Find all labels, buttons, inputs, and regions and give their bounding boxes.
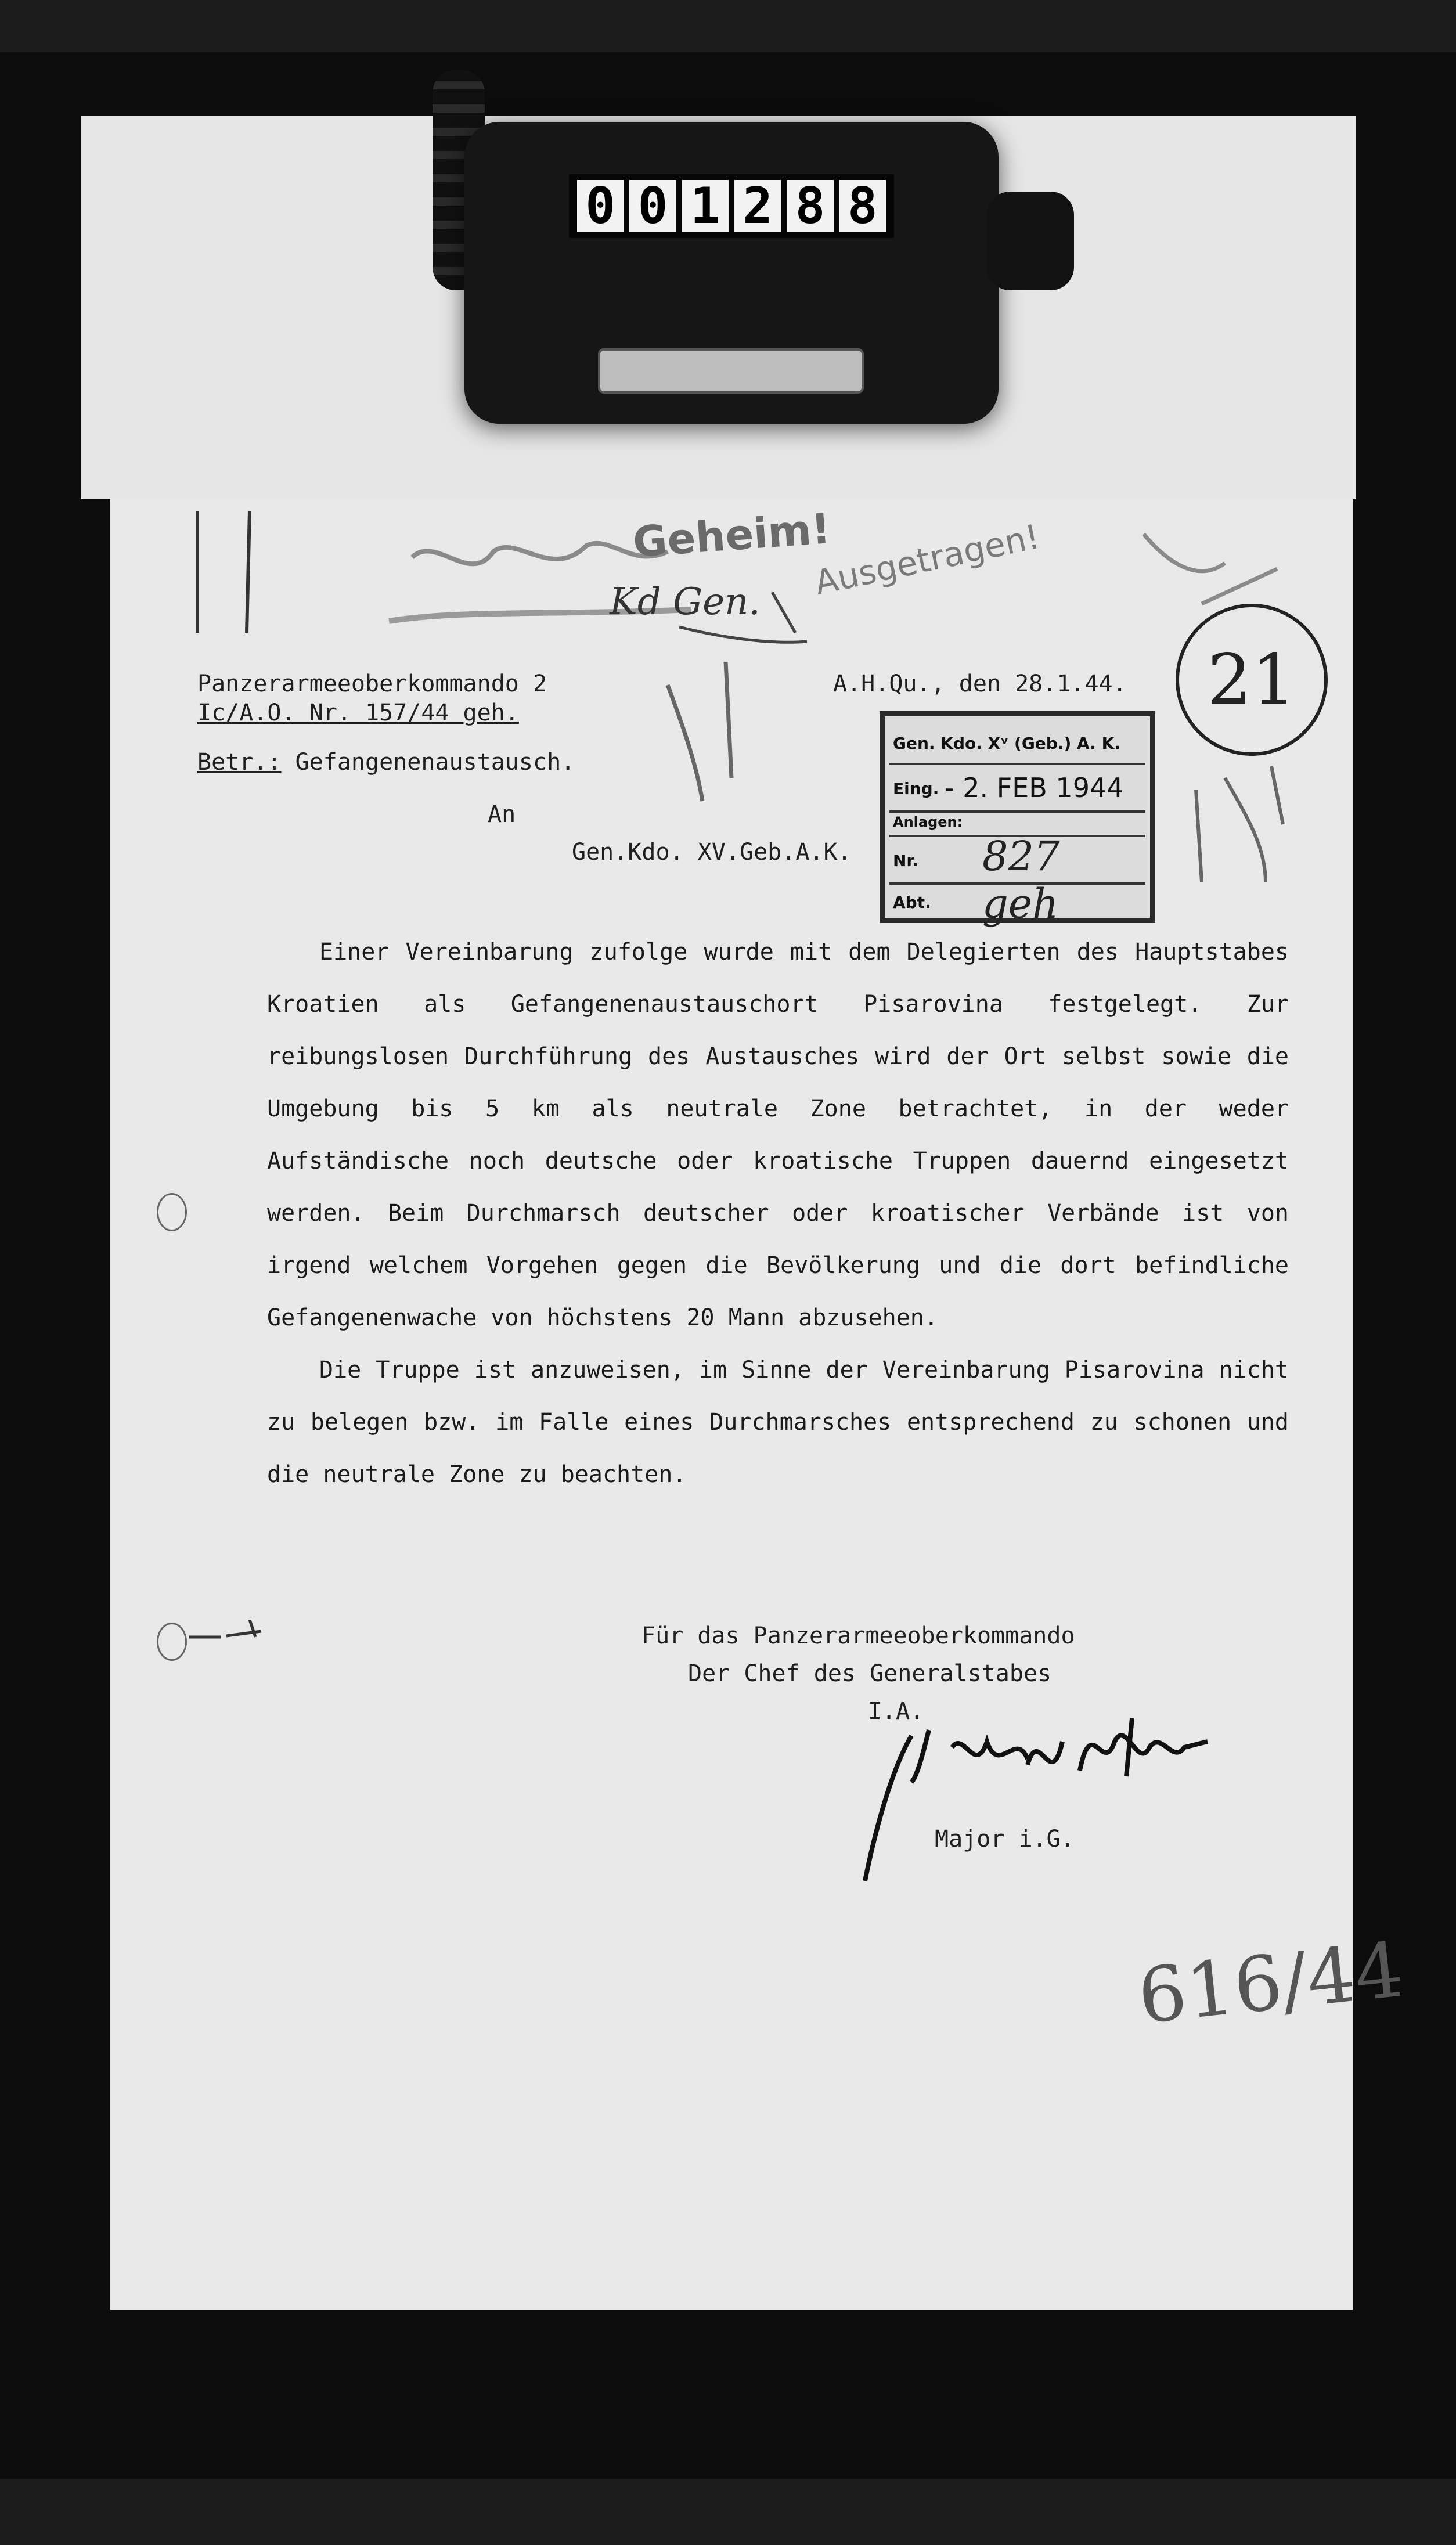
- counter-knob: [987, 192, 1074, 290]
- signature-rank: Major i.G.: [935, 1826, 1075, 1852]
- page-number: 21: [1207, 639, 1296, 720]
- signature-line-1: Für das Panzerarmeeoberkommando: [641, 1623, 1075, 1649]
- ausgetragen-stamp: Ausgetragen!: [811, 516, 1043, 603]
- reference-line: Ic/A.O. Nr. 157/44 geh.: [197, 700, 519, 726]
- signature-line-2: Der Chef des Generalstabes: [688, 1660, 1052, 1687]
- handwritten-note: Kd Gen.: [610, 581, 761, 623]
- handwritten-signature: [778, 1707, 1231, 1904]
- stamp-abt-label: Abt.: [893, 893, 931, 912]
- page-number-circle: [1176, 604, 1328, 756]
- subject-label: Betr.:: [197, 749, 282, 776]
- geheim-stamp: Geheim!: [631, 504, 832, 567]
- subject-text: Gefangenenaustausch.: [295, 749, 575, 776]
- stamp-anlagen-label: Anlagen:: [893, 814, 963, 830]
- receipt-stamp: [880, 711, 1155, 928]
- stamp-title: Gen. Kdo. Xᵛ (Geb.) A. K.: [893, 734, 1120, 753]
- body-paragraph: Einer Vereinbarung zufolge wurde mit dem Delegierten des Hauptstabes Kroatien als Gefangenenaustauschort Pisarovina festgelegt. Zur reibungslosen Durchführung des Austausches wird der Ort selbst sowie die Umgebung bis 5 km als neutrale Zone betrachtet, in der weder Aufständische noch deutsche oder kroatische Truppen dauernd eingesetzt werden. Beim Durchmarsch deutscher oder kroatischer Verbände ist von irgend welchem Vorgehen gegen die Bevölkerung und die dort befindliche Gefangenenwache von höchstens 20 Mann abzusehen.: [267, 939, 1289, 1331]
- sender-line: Panzerarmeeoberkommando 2: [197, 671, 547, 697]
- stamp-abt-row: [889, 884, 1145, 918]
- stamp-nr-value: 827 geh: [982, 832, 1060, 928]
- film-edge-top: [0, 0, 1456, 52]
- counter-digit: 2: [734, 180, 781, 232]
- stamp-nr-label: Nr.: [893, 851, 918, 870]
- signature-line-3: I.A.: [868, 1698, 924, 1725]
- punch-hole: [157, 1623, 187, 1661]
- counter-digit: 0: [629, 180, 676, 232]
- stamp-eing-row: [889, 764, 1145, 813]
- counter-plate: [598, 348, 864, 394]
- recipient: Gen.Kdo. XV.Geb.A.K.: [572, 839, 852, 866]
- stamp-eing-label: Eing.: [893, 779, 939, 798]
- punch-hole: [157, 1193, 187, 1231]
- counter-display: [569, 174, 894, 238]
- film-edge-bottom: [0, 2479, 1456, 2545]
- stamp-title-row: [889, 722, 1145, 765]
- stamp-eing-date: - 2. FEB 1944: [945, 772, 1124, 803]
- counter-digit: 0: [577, 180, 624, 232]
- counter-digit: 8: [839, 180, 886, 232]
- document-page: [110, 499, 1408, 2310]
- counter-digit: 8: [787, 180, 833, 232]
- letter-body: [267, 926, 1289, 1501]
- to-label: An: [488, 801, 516, 828]
- counter-digit: 1: [682, 180, 729, 232]
- hole-mark: [186, 1620, 267, 1643]
- place-date: A.H.Qu., den 28.1.44.: [833, 671, 1127, 697]
- body-paragraph: Die Truppe ist anzuweisen, im Sinne der Vereinbarung Pisarovina nicht zu belegen bzw. im Falle eines Durchmarsches entsprechend zu schonen und die neutrale Zone zu beachten.: [267, 1357, 1289, 1488]
- subject-block: [197, 749, 575, 776]
- archive-number: 616/44: [1134, 1925, 1408, 2041]
